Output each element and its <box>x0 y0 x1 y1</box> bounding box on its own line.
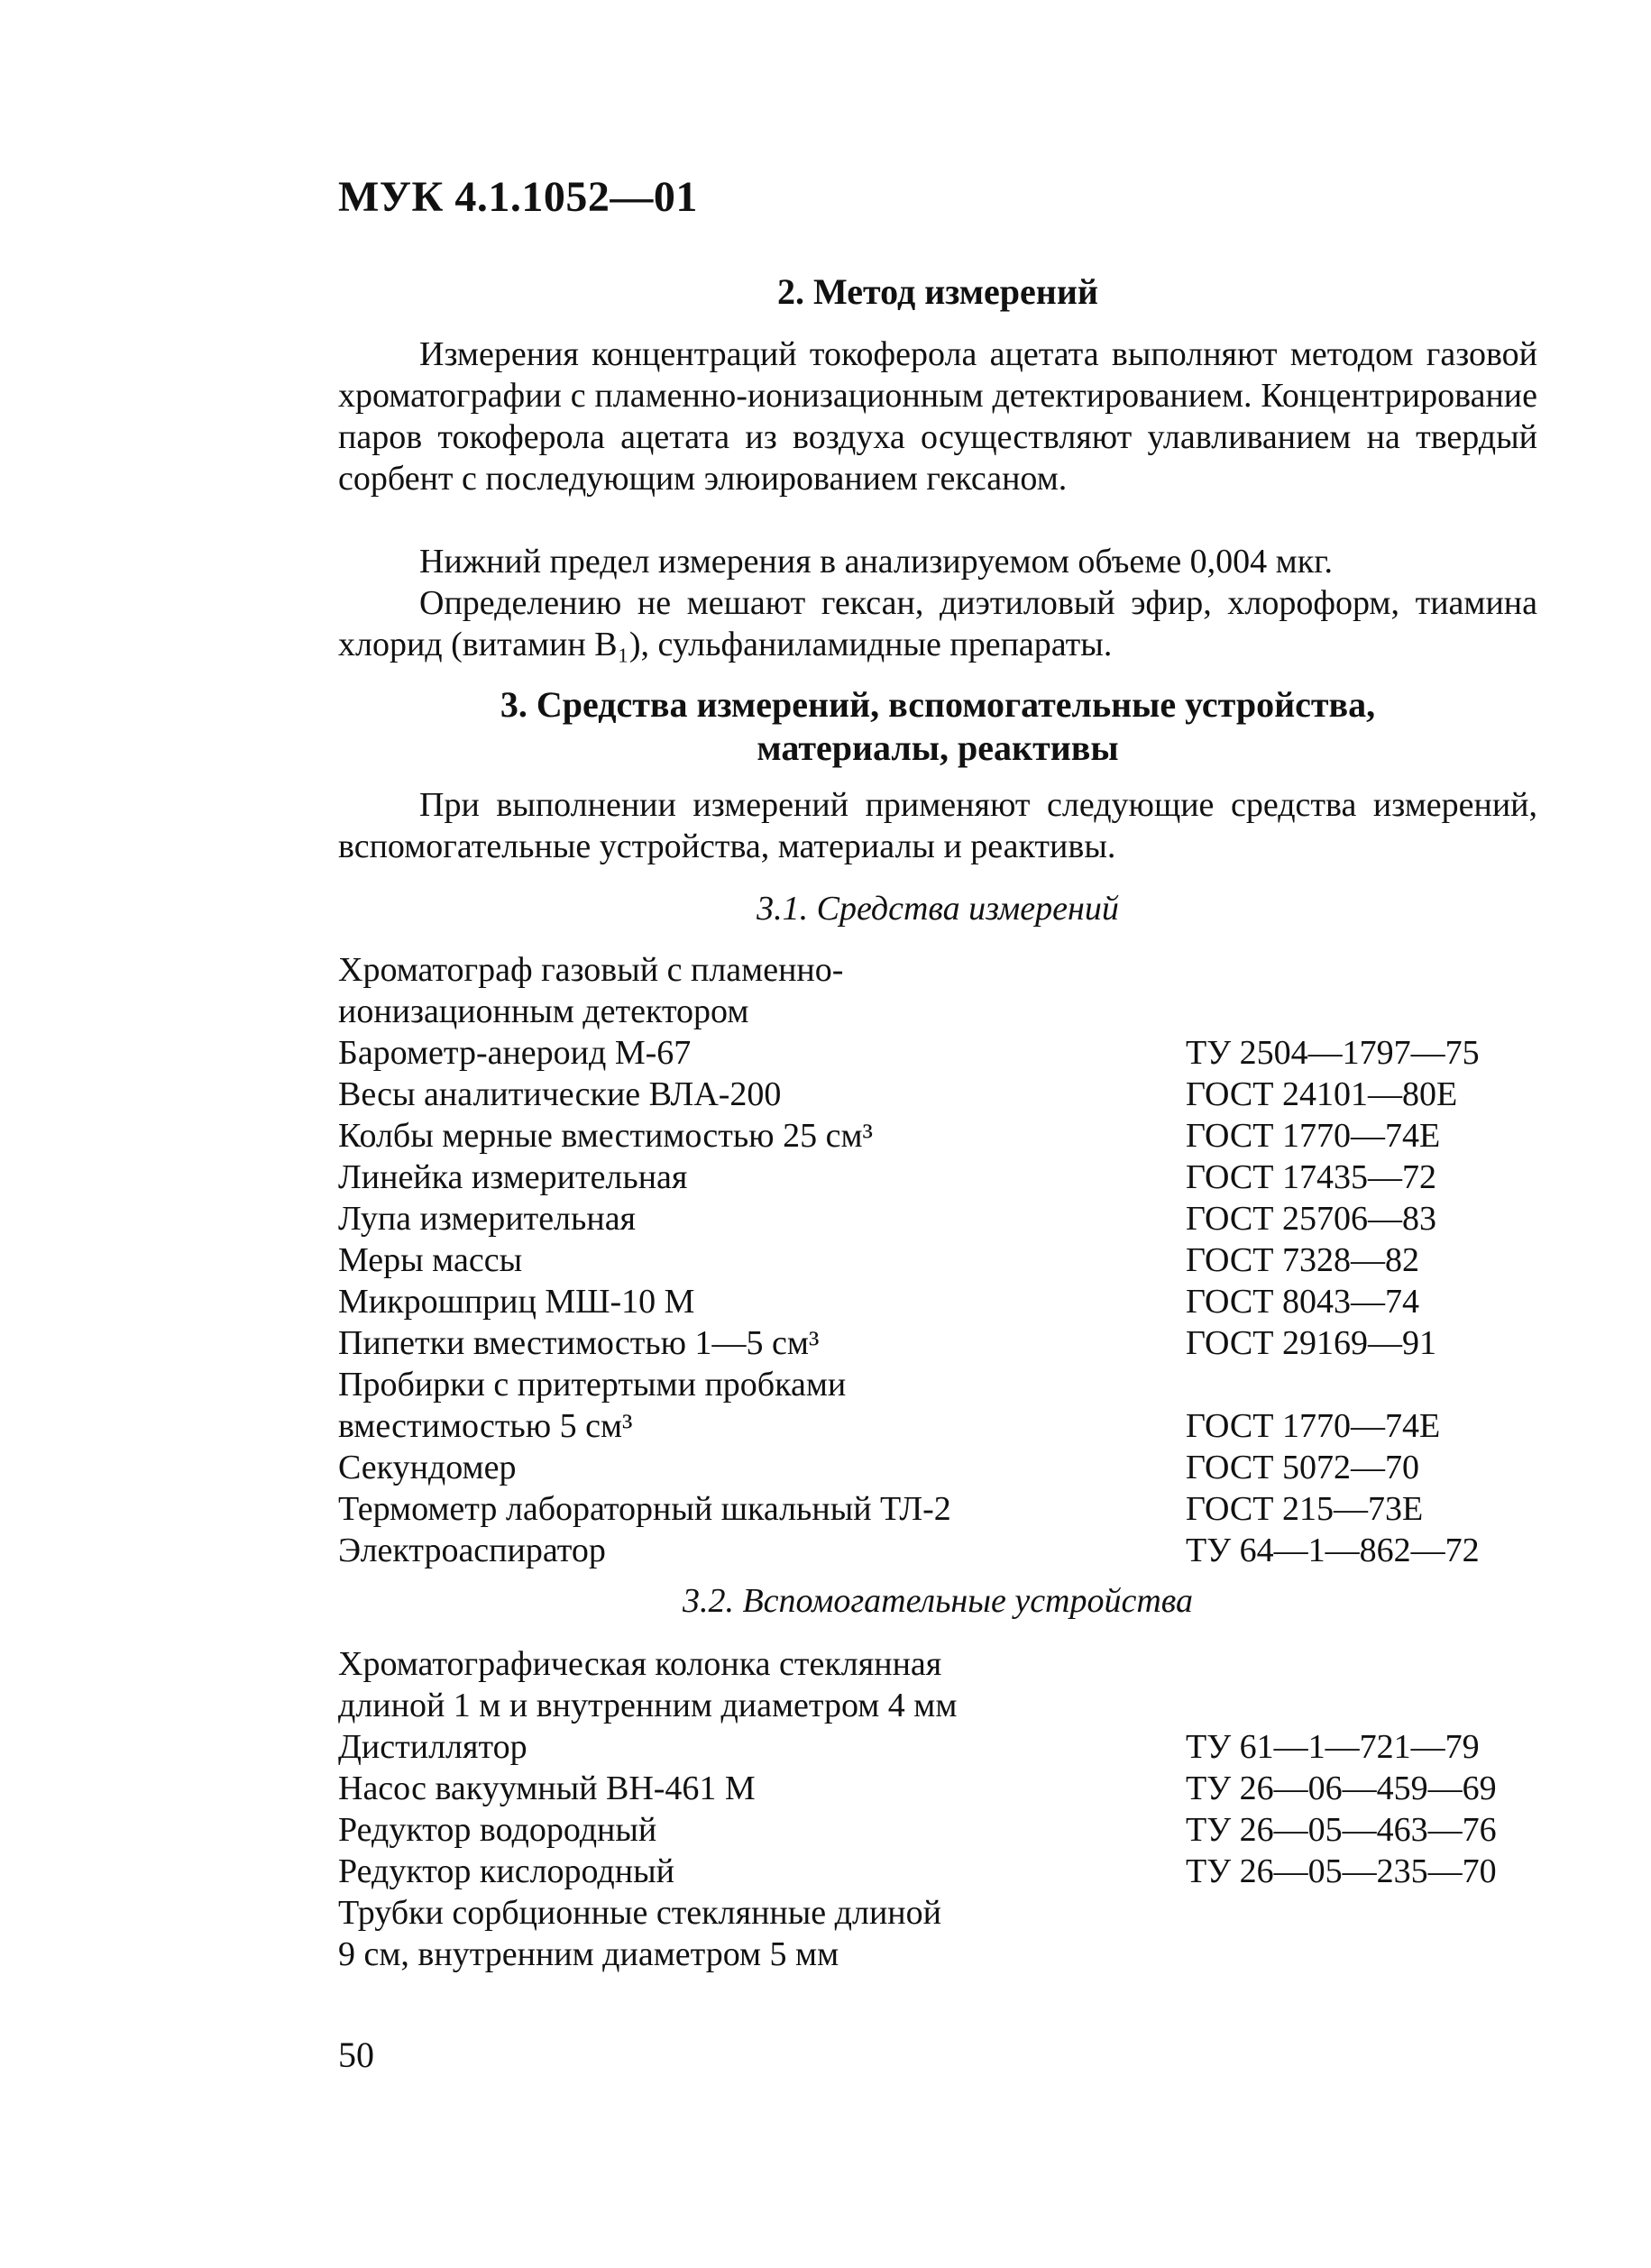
list-item: Трубки сорбционные стеклянные длиной <box>338 1894 941 1932</box>
section-2-paragraph-1: Измерения концентраций токоферола ацетата выполняют методом газовой хроматографии с пламенно-ионизационным детектированием. Концентрирование паров токоферола ацетата из воздуха осуществляют улавливанием на твердый сорбент с последующим элюированием гексаном. <box>338 335 1537 498</box>
list-item: Термометр лабораторный шкальный ТЛ-2 ГОСТ 215—73Е <box>338 1490 1424 1528</box>
section-2-paragraph-3: Определению не мешают гексан, диэтиловый эфир, хлороформ, тиамина хлорид (витамин B₁), сульфаниламидные препараты. <box>338 584 1537 663</box>
auxiliary-devices-list <box>338 1643 1546 1975</box>
list-item: 9 см, внутренним диаметром 5 мм <box>338 1935 839 1973</box>
list-item: Меры массы ГОСТ 7328—82 <box>338 1241 1419 1279</box>
subsection-3-1-title: 3.1. Средства измерений <box>757 890 1119 928</box>
list-item: Колбы мерные вместимостью 25 см³ ГОСТ 1770—74Е <box>338 1117 1441 1155</box>
list-item: Линейка измерительная ГОСТ 17435—72 <box>338 1158 1436 1196</box>
section-2-paragraph-2: Нижний предел измерения в анализируемом объеме 0,004 мкг. <box>419 543 1333 581</box>
document-code: МУК 4.1.1052—01 <box>338 173 698 221</box>
list-item: Пипетки вместимостью 1—5 см³ ГОСТ 29169—91 <box>338 1324 1436 1362</box>
list-item: Микрошприц МШ-10 М ГОСТ 8043—74 <box>338 1283 1419 1321</box>
list-item: Насос вакуумный ВН-461 М ТУ 26—06—459—69 <box>338 1770 1497 1807</box>
section-3-title-line-1: 3. Средства измерений, вспомогательные устройства, <box>500 684 1376 725</box>
section-3-intro: При выполнении измерений применяют следующие средства измерений, вспомогательные устройства, материалы и реактивы. <box>338 786 1537 865</box>
list-item: длиной 1 м и внутренним диаметром 4 мм <box>338 1687 958 1724</box>
list-item: Лупа измерительная ГОСТ 25706—83 <box>338 1200 1436 1238</box>
list-item: ионизационным детектором <box>338 992 749 1030</box>
list-item: Хроматограф газовый с пламенно- <box>338 951 844 989</box>
list-item: Барометр-анероид М-67 ТУ 2504—1797—75 <box>338 1034 1480 1072</box>
page-number: 50 <box>338 2035 374 2075</box>
section-2-title: 2. Метод измерений <box>777 271 1098 312</box>
list-item: Электроаспиратор ТУ 64—1—862—72 <box>338 1532 1480 1569</box>
list-item: Хроматографическая колонка стеклянная <box>338 1645 942 1683</box>
list-item: Редуктор водородный ТУ 26—05—463—76 <box>338 1811 1497 1849</box>
list-item: Секундомер ГОСТ 5072—70 <box>338 1449 1419 1486</box>
list-item: Пробирки с притертыми пробками <box>338 1366 847 1404</box>
list-item: Дистиллятор ТУ 61—1—721—79 <box>338 1728 1480 1766</box>
measurement-instruments-list <box>338 949 1546 1571</box>
list-item: Весы аналитические ВЛА-200 ГОСТ 24101—80Е <box>338 1075 1458 1113</box>
section-3-title-line-2: материалы, реактивы <box>757 727 1119 768</box>
list-item: вместимостью 5 см³ ГОСТ 1770—74Е <box>338 1407 1441 1445</box>
list-item: Редуктор кислородный ТУ 26—05—235—70 <box>338 1852 1497 1890</box>
subsection-3-2-title: 3.2. Вспомогательные устройства <box>682 1582 1194 1620</box>
